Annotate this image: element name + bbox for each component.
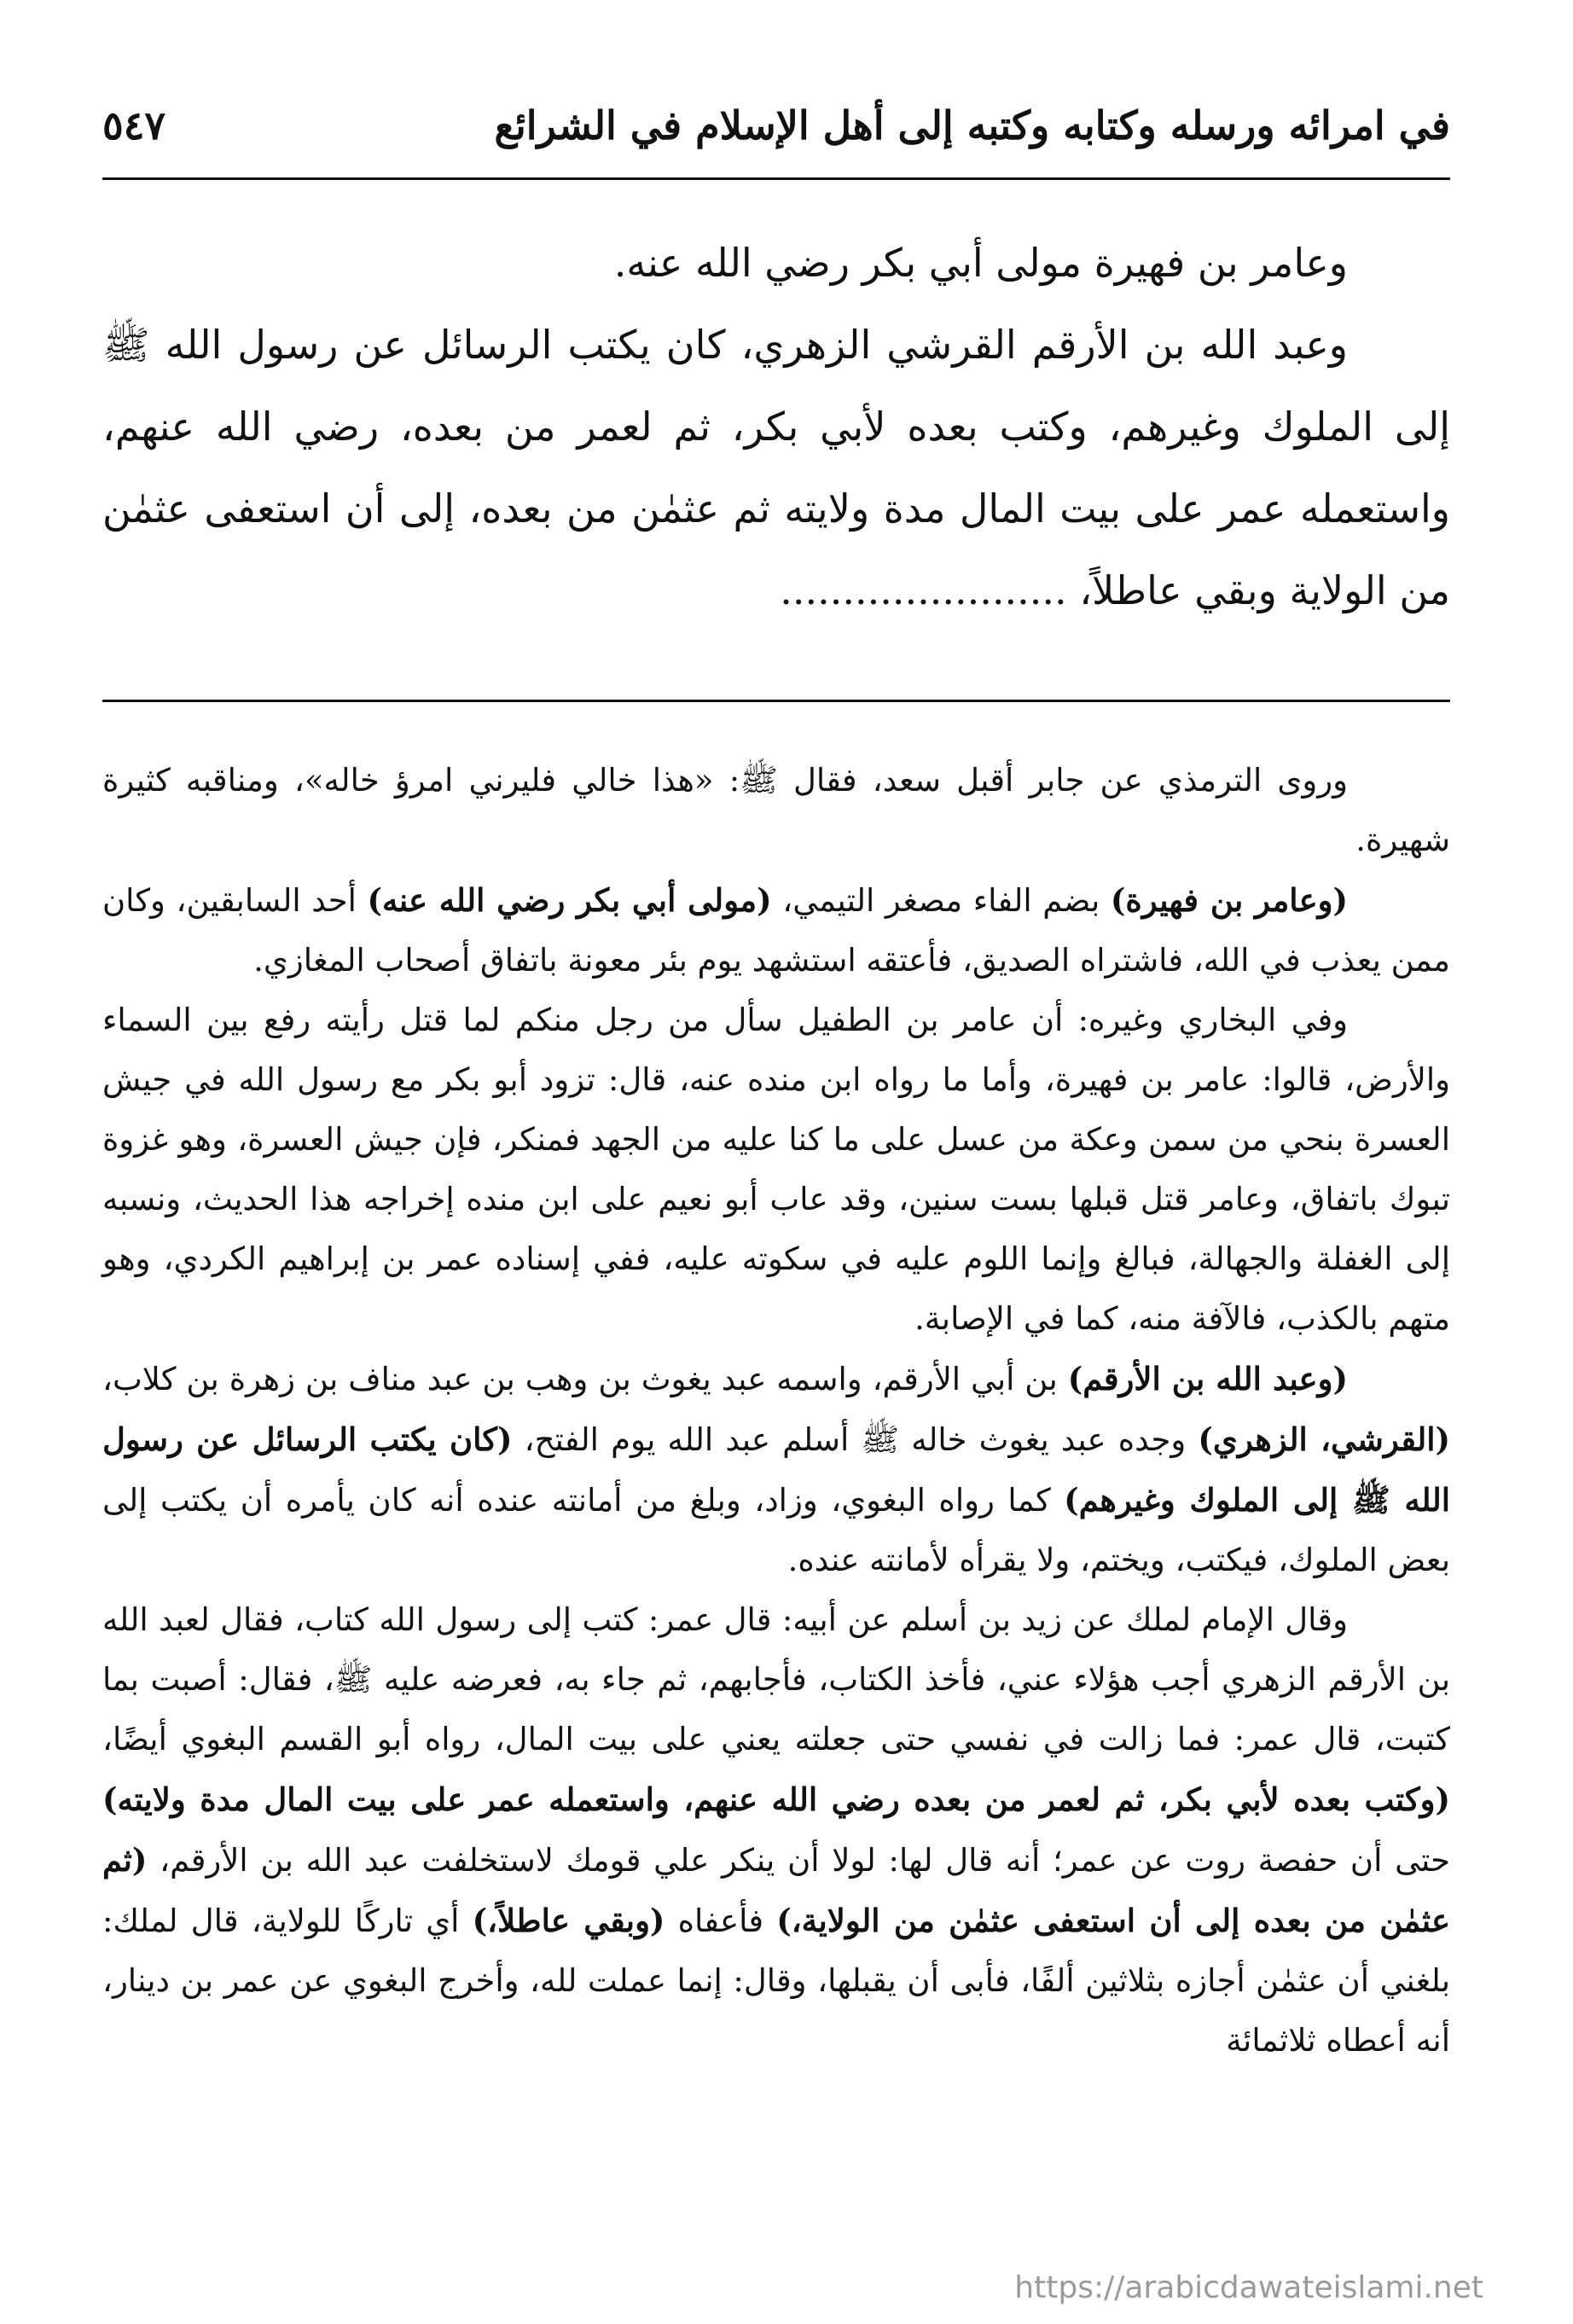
commentary-segment: بضم الفاء مصغر التيمي، [771,882,1111,919]
commentary-paragraph-3: وفي البخاري وغيره: أن عامر بن الطفيل سأل من رجل منكم لما قتل رأيته رفع بين السماء والأرض، قالوا: عامر بن فهيرة، وأما ما رواه ابن منده عنه، قال: تزود أبو بكر مع رسول الله في جيش العسرة بنحي من سمن وعكة من عسل على ما كنا عليه من الجهد فمنكر، فإن جيش العسرة، وهو غزوة تبوك باتفاق، وعامر قتل قبلها بست سنين، وقد عاب أبو نعيم على ابن منده إخراجه هذا الحديث، ونسبه إلى الغفلة والجهالة، فبالغ وإنما اللوم عليه في سكوته عليه، ففي إسناده عمر بن إبراهيم الكردي، وهو متهم بالكذب، فالآفة منه، كما في الإصابة. [102,1002,1450,1337]
commentary-segment: وجده عبد يغوث خاله ﷺ أسلم عبد الله يوم الفتح، [512,1421,1199,1458]
book-page [102,94,1450,2278]
commentary-segment: (وكتب بعده لأبي بكر، ثم لعمر من بعده رضي الله عنهم، واستعمله عمر على بيت المال مدة ولايته) [102,1781,1450,1818]
main-paragraph-1: وعامر بن فهيرة مولى أبي بكر رضي الله عنه. [613,240,1348,286]
commentary-paragraph-2 [102,870,1450,991]
commentary-segment: أحد السابقين، وكان ممن يعذب في الله، فاشتراه الصديق، فأعتقه استشهد يوم بئر معونة باتفاق أصحاب المغازي. [102,882,1450,979]
section-divider [102,700,1450,702]
commentary-segment: (وعبد الله بن الأرقم) [1067,1360,1348,1397]
watermark-url: https://arabicdawateislami.net [1014,2270,1483,2305]
commentary-segment: (كان يكتب الرسائل عن رسول الله ﷺ إلى الملوك وغيرهم) [102,1421,1451,1519]
commentary-segment: بن أبي الأرقم، واسمه عبد يغوث بن وهب بن عبد مناف بن زهرة بن كلاب، [102,1361,1068,1397]
main-paragraph-2: وعبد الله بن الأرقم القرشي الزهري، كان يكتب الرسائل عن رسول الله ﷺ إلى الملوك وغيرهم، وكتب بعده لأبي بكر، ثم لعمر من بعده، رضي الله عنهم، واستعمله عمر على بيت المال مدة ولايته ثم عثمٰن من بعده، إلى أن استعفى عثمٰن من الولاية وبقي عاطلاً، ....................... [102,322,1450,613]
main-text [102,222,1450,631]
commentary-segment: حتى أن حفصة روت عن عمر؛ أنه قال لها: لولا أن ينكر علي قومك لاستخلفت عبد الله بن الأرقم، [147,1842,1450,1879]
commentary-segment: (وعامر بن فهيرة) [1110,881,1349,919]
page-header [102,94,1450,179]
commentary-segment: (القرشي، الزهري) [1198,1421,1451,1458]
commentary-segment: فأعفاه [665,1903,777,1939]
commentary-segment: أي تاركًا للولاية، قال لملك: بلغني أن عثمٰن أجازه بثلاثين ألفًا، فأبى أن يقبلها، وقال: إنما عملت لله، وأخرج البغوي عن عمر بن دينار، أنه أعطاه ثلاثمائة [102,1903,1450,2059]
commentary-paragraph-4 [102,1349,1450,1590]
commentary-segment: وقال الإمام لملك عن زيد بن أسلم عن أبيه: قال عمر: كتب إلى رسول الله كتاب، فقال لعبد الله بن الأرقم الزهري أجب هؤلاء عني، فأخذ الكتاب، فأجابهم، ثم جاء به، فعرضه عليه ﷺ، فقال: أصبت بما كتبت، قال عمر: فما زالت في نفسي حتى جعلته يعني على بيت المال، رواه أبو القسم البغوي أيضًا، [102,1601,1450,1758]
header-rule [102,177,1450,180]
commentary-paragraph-1: وروى الترمذي عن جابر أقبل سعد، فقال ﷺ: «هذا خالي فليرني امرؤ خاله»، ومناقبه كثيرة شهيرة. [102,762,1450,858]
commentary-segment: (ثم عثمٰن من بعده إلى أن استعفى عثمٰن من الولاية،) [102,1841,1451,1939]
running-head: في امرائه ورسله وكتابه وكتبه إلى أهل الإسلام في الشرائع [494,102,1450,148]
commentary-segment: (مولى أبي بكر رضي الله عنه) [367,881,772,919]
commentary [102,751,1450,2071]
commentary-paragraph-5 [102,1590,1450,2071]
page-number: ٥٤٧ [102,102,166,148]
commentary-segment: (وبقي عاطلاً،) [472,1902,665,1939]
commentary-segment: كما رواه البغوي، وزاد، وبلغ من أمانته عنده أنه كان يأمره أن يكتب إلى بعض الملوك، فيكتب، ويختم، ولا يقرأه لأمانته عنده. [102,1482,1450,1578]
